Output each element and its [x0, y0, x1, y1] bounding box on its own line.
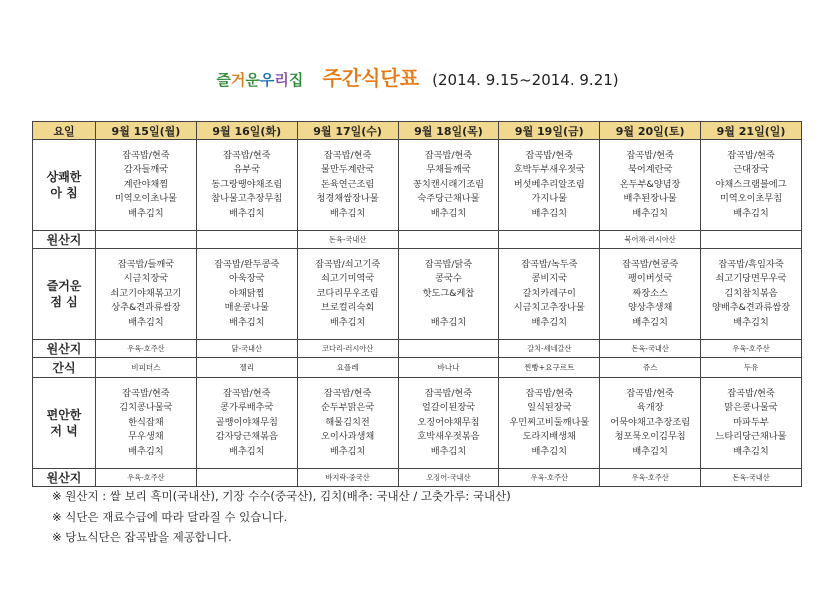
menu-item: 호박두부새우젓국 — [513, 164, 585, 176]
menu-item: 꽁치캔시래기조림 — [412, 178, 484, 190]
menu-item: 브로컬리숙회 — [320, 302, 375, 314]
dinner-menu-cell — [398, 378, 499, 469]
menu-item: 잡곡밥/현죽 — [122, 387, 170, 399]
footnote-origin: ※ 원산지 : 쌀 보리 흑미(국내산), 기장 수수(중국산), 김치(배추: 국내산 / 고춧가루: 국내산) — [52, 489, 511, 503]
origin-label: 원산지 — [33, 340, 96, 358]
dinner-label-line: 편안한 — [46, 407, 82, 422]
dinner-menu-cell — [499, 378, 600, 469]
menu-item: 일식된장국 — [527, 402, 572, 414]
footnotes — [52, 486, 511, 548]
date-range: (2014. 9.15~2014. 9.21) — [432, 71, 619, 89]
menu-item: 잡곡밥/완두콩죽 — [214, 258, 280, 270]
menu-item: 쇠고기야채볶고기 — [110, 287, 182, 299]
menu-item: 유부국 — [233, 164, 261, 176]
menu-item: 무채들깨국 — [426, 164, 471, 176]
menu-item: 호박새우젓볶음 — [417, 431, 480, 443]
menu-item: 배추김치 — [329, 316, 366, 328]
origin-cell: 돈육-국내산 — [600, 340, 701, 358]
menu-item: 잡곡밥/현죽 — [525, 387, 574, 399]
origin-cell — [398, 231, 499, 249]
menu-item: 배추김치 — [733, 445, 769, 457]
menu-item: 해물김치전 — [325, 416, 370, 428]
origin-cell — [398, 340, 499, 358]
breakfast-label-line: 상쾌한 — [46, 169, 82, 184]
menu-item: 배추김치 — [229, 207, 265, 219]
snack-cell: 요플레 — [297, 358, 398, 378]
menu-item: 육개장 — [636, 402, 664, 414]
menu-item: 양배추&견과류쌈장 — [711, 302, 791, 314]
origin-cell: 닭-국내산 — [196, 340, 297, 358]
menu-item: 잡곡밥/닭죽 — [424, 258, 473, 270]
menu-item: 감자당근채볶음 — [215, 431, 278, 443]
day-column-header: 요일 — [33, 122, 96, 140]
menu-item: 미역오이초나물 — [114, 193, 177, 205]
lunch-menu-cell — [196, 249, 297, 340]
menu-item: 김치참치볶음 — [724, 287, 778, 299]
menu-item: 어묵야채고추장조림 — [610, 416, 691, 428]
snack-row — [33, 358, 802, 378]
menu-item: 상추&견과류쌈장 — [111, 302, 181, 314]
menu-item: 팽이버섯국 — [627, 273, 673, 285]
snack-cell: 젤리 — [196, 358, 297, 378]
menu-item: 잡곡밥/현콩죽 — [621, 258, 679, 270]
menu-item: 배추김치 — [733, 316, 769, 328]
snack-cell: 쥬스 — [600, 358, 701, 378]
header-row — [33, 122, 802, 140]
menu-item: 배추김치 — [632, 445, 668, 457]
menu-item: 도라지배생채 — [522, 431, 576, 443]
breakfast-menu-cell — [398, 140, 499, 231]
menu-item: 가지나물 — [531, 193, 568, 205]
menu-item: 잡곡밥/현죽 — [424, 149, 473, 161]
day-header: 9월 18일(목) — [398, 122, 499, 140]
day-header: 9월 21일(일) — [701, 122, 802, 140]
menu-item: 근대장국 — [733, 164, 769, 176]
dinner-row — [33, 378, 802, 469]
origin-cell — [701, 231, 802, 249]
origin-cell — [196, 469, 297, 487]
menu-item: 갈치카레구이 — [522, 287, 576, 299]
menu-item: 쇠고기당면무우국 — [715, 273, 787, 285]
menu-item: 배추김치 — [128, 445, 164, 457]
origin-cell: 우육-호주산 — [96, 340, 197, 358]
origin-cell: 우육-호주산 — [701, 340, 802, 358]
dinner-label-line: 저 녁 — [50, 424, 78, 438]
weekly-menu-table — [32, 121, 802, 487]
origin-cell: 우육-호주산 — [499, 469, 600, 487]
menu-item: 배추김치 — [430, 445, 467, 457]
menu-item: 느타리당근채나물 — [715, 431, 787, 443]
menu-item: 핫도그&케찹 — [422, 287, 475, 299]
origin-cell: 우육-호주산 — [600, 469, 701, 487]
menu-item: 매운콩나물 — [224, 302, 269, 314]
menu-item: 잡곡밥/현죽 — [323, 149, 372, 161]
menu-item: 배추김치 — [632, 316, 668, 328]
menu-item: 잡곡밥/현죽 — [424, 387, 473, 399]
menu-item: 양상추생채 — [627, 302, 673, 314]
day-header: 9월 20일(토) — [600, 122, 701, 140]
menu-item: 배추김치 — [733, 207, 769, 219]
origin-cell: 북어채-러시아산 — [600, 231, 701, 249]
breakfast-menu-cell — [196, 140, 297, 231]
menu-item: 잡곡밥/녹두죽 — [521, 258, 578, 270]
menu-item: 배추김치 — [430, 316, 467, 328]
menu-item: 맑은콩나물국 — [724, 402, 778, 414]
menu-item: 숙주당근채나물 — [417, 193, 480, 205]
menu-item: 잡곡밥/현죽 — [727, 387, 775, 399]
origin-label: 원산지 — [33, 469, 96, 487]
lunch-label — [33, 249, 96, 340]
origin-cell: 코다리-러시아산 — [297, 340, 398, 358]
menu-item: 배추김치 — [531, 316, 568, 328]
origin-label: 원산지 — [33, 231, 96, 249]
menu-item: 배추김치 — [531, 445, 568, 457]
breakfast-menu-cell — [297, 140, 398, 231]
menu-item: 아욱장국 — [229, 273, 265, 285]
menu-item: 온두부&양념장 — [619, 178, 681, 190]
menu-item: 골뱅이야채무침 — [215, 416, 278, 428]
menu-item: 얼갈이된장국 — [421, 402, 476, 414]
day-header: 9월 17일(수) — [297, 122, 398, 140]
breakfast-label-line: 아 침 — [50, 186, 78, 200]
lunch-menu-cell — [499, 249, 600, 340]
menu-item: 잡곡밥/쇠고기죽 — [314, 258, 381, 270]
menu-item: 배추김치 — [329, 207, 366, 219]
menu-item: 쇠고기미역국 — [320, 273, 375, 285]
dinner-menu-cell — [297, 378, 398, 469]
breakfast-origin-row — [33, 231, 802, 249]
lunch-menu-cell — [96, 249, 197, 340]
breakfast-label — [33, 140, 96, 231]
menu-item: 짜장소스 — [632, 287, 668, 299]
lunch-label-line: 점 심 — [50, 295, 78, 309]
menu-item — [399, 301, 499, 316]
origin-cell: 우육-호주산 — [96, 469, 197, 487]
menu-item: 잡곡밥/현죽 — [626, 149, 674, 161]
menu-item: 콩국수 — [435, 273, 462, 285]
day-header: 9월 15일(월) — [96, 122, 197, 140]
origin-cell — [196, 231, 297, 249]
dinner-origin-row — [33, 469, 802, 487]
menu-item: 배추김치 — [430, 207, 467, 219]
menu-item: 물만두계란국 — [320, 164, 375, 176]
footnote-supply: ※ 식단은 재료수급에 따라 달라질 수 있습니다. — [52, 509, 288, 524]
brand-logo — [216, 71, 303, 89]
menu-item: 배추김치 — [229, 445, 265, 457]
menu-item: 돈육연근조림 — [320, 178, 375, 190]
snack-label: 간식 — [33, 358, 96, 378]
page-title: 주간식단표 — [322, 66, 420, 90]
menu-item: 콩가루배추국 — [220, 402, 274, 414]
menu-item: 북어계란국 — [627, 164, 673, 176]
origin-cell — [96, 231, 197, 249]
origin-cell: 갈치-세네갈산 — [499, 340, 600, 358]
brand-char: 리 — [274, 71, 289, 89]
menu-item: 배추김치 — [329, 445, 366, 457]
menu-item: 시금치장국 — [123, 273, 169, 285]
origin-cell: 오징어-국내산 — [398, 469, 499, 487]
menu-item: 오이사과생채 — [320, 431, 375, 443]
snack-cell: 바나나 — [398, 358, 499, 378]
lunch-label-line: 즐거운 — [46, 278, 82, 293]
lunch-menu-cell — [398, 249, 499, 340]
menu-item: 한식잡채 — [128, 416, 164, 428]
menu-item: 잡곡밥/현죽 — [626, 387, 674, 399]
menu-item: 청경채쌈장나물 — [316, 193, 379, 205]
dinner-menu-cell — [600, 378, 701, 469]
menu-item: 배추김치 — [128, 316, 164, 328]
menu-item: 배추김치 — [229, 316, 265, 328]
footnote-diabetic: ※ 당뇨식단은 잡곡밥을 제공합니다. — [52, 530, 232, 544]
lunch-menu-cell — [297, 249, 398, 340]
menu-item: 잡곡밥/현죽 — [223, 387, 271, 399]
menu-item: 동그랑땡야채조림 — [211, 178, 283, 190]
snack-cell: 찐빵+요구르트 — [499, 358, 600, 378]
menu-item: 계란야채찜 — [123, 178, 169, 190]
menu-item: 잡곡밥/현죽 — [223, 149, 271, 161]
menu-item: 미역오이초무침 — [719, 193, 783, 205]
brand-char: 거 — [230, 71, 246, 89]
menu-item: 콩비지국 — [531, 273, 568, 285]
dinner-menu-cell — [96, 378, 197, 469]
origin-cell: 돈육-국내산 — [297, 231, 398, 249]
snack-cell: 두유 — [701, 358, 802, 378]
origin-cell — [499, 231, 600, 249]
menu-item: 배추김치 — [632, 207, 668, 219]
day-header: 9월 19일(금) — [499, 122, 600, 140]
menu-item: 마파두부 — [733, 416, 769, 428]
breakfast-menu-cell — [96, 140, 197, 231]
menu-item: 감자들깨국 — [123, 164, 169, 176]
menu-item: 잡곡밥/들깨국 — [117, 258, 175, 270]
menu-item: 잡곡밥/현죽 — [727, 149, 775, 161]
lunch-menu-cell — [600, 249, 701, 340]
brand-char: 운 — [245, 71, 260, 89]
menu-item: 시금치고추장나물 — [513, 302, 585, 314]
menu-item: 오징어야채무침 — [417, 416, 480, 428]
breakfast-menu-cell — [600, 140, 701, 231]
menu-item: 무우생채 — [128, 431, 164, 443]
menu-item: 야채닭찜 — [229, 287, 265, 299]
menu-item: 야채스크램블에그 — [715, 178, 787, 190]
dinner-menu-cell — [701, 378, 802, 469]
lunch-menu-cell — [701, 249, 802, 340]
origin-cell: 바지락-중국산 — [297, 469, 398, 487]
menu-item: 김치콩나물국 — [119, 402, 173, 414]
menu-item: 참나물고추장무침 — [211, 193, 283, 205]
menu-item: 배추김치 — [531, 207, 568, 219]
brand-char: 즐 — [216, 71, 231, 89]
breakfast-menu-cell — [701, 140, 802, 231]
lunch-origin-row — [33, 340, 802, 358]
menu-item: 청포묵오이김무침 — [614, 431, 686, 443]
menu-item: 잡곡밥/흑임자죽 — [718, 258, 784, 270]
menu-item: 잡곡밥/현죽 — [525, 149, 574, 161]
lunch-row — [33, 249, 802, 340]
menu-item: 우민찌고비둘깨나물 — [509, 416, 590, 428]
menu-item: 배추김치 — [128, 207, 164, 219]
brand-char: 집 — [288, 71, 304, 89]
menu-item: 순두부맑은국 — [320, 402, 375, 414]
breakfast-row — [33, 140, 802, 231]
menu-item: 잡곡밥/현죽 — [122, 149, 170, 161]
brand-char: 우 — [259, 71, 275, 89]
origin-cell: 돈육-국내산 — [701, 469, 802, 487]
snack-cell: 비피더스 — [96, 358, 197, 378]
menu-item: 잡곡밥/현죽 — [323, 387, 372, 399]
breakfast-menu-cell — [499, 140, 600, 231]
menu-item: 배추된장나물 — [623, 193, 677, 205]
dinner-menu-cell — [196, 378, 297, 469]
day-header: 9월 16일(화) — [196, 122, 297, 140]
menu-item: 코다리무우조림 — [316, 287, 379, 299]
page-header — [0, 62, 835, 91]
dinner-label — [33, 378, 96, 469]
menu-item: 버섯베추리알조림 — [513, 178, 585, 190]
